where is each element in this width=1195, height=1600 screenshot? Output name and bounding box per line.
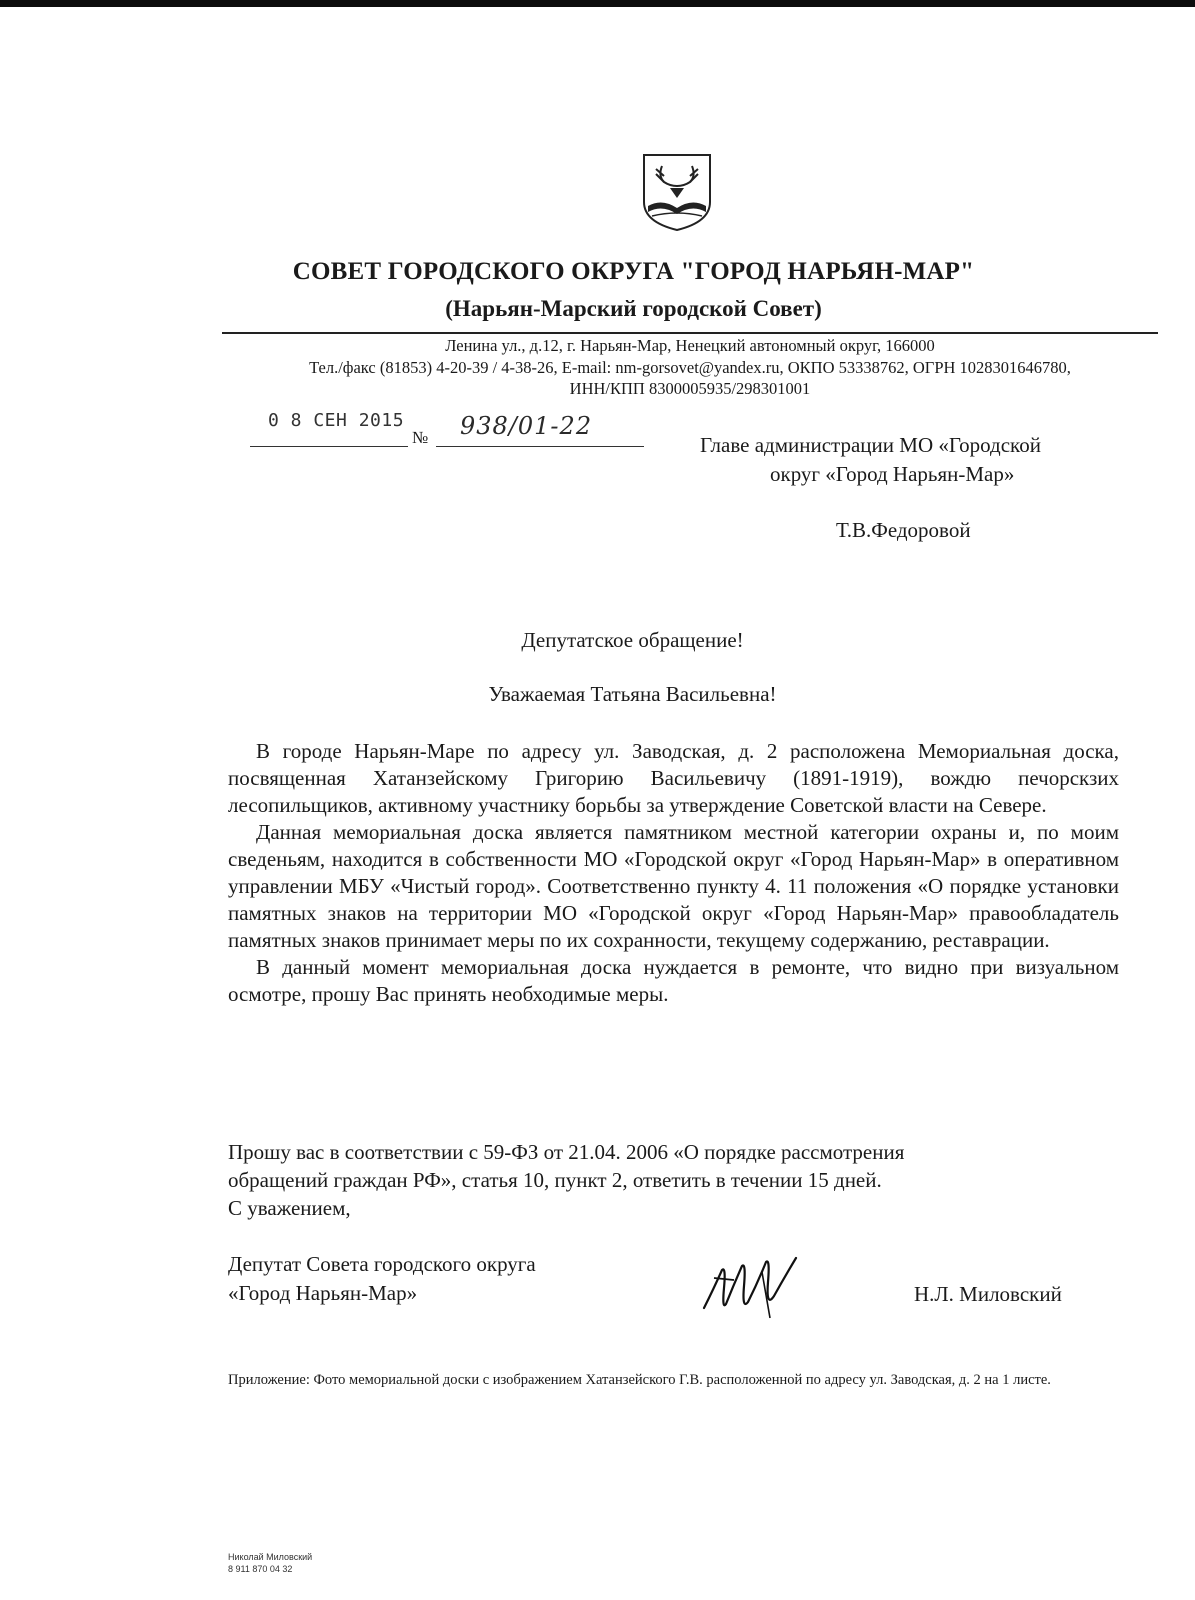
addressee-name: Т.В.Федоровой (836, 518, 971, 542)
header-divider (222, 332, 1158, 334)
request-line: Прошу вас в соответствии с 59-ФЗ от 21.04. 2006 «О порядке рассмотрения (228, 1140, 905, 1164)
org-name: СОВЕТ ГОРОДСКОГО ОКРУГА "ГОРОД НАРЬЯН-МАР" (292, 258, 975, 285)
letter-title: Депутатское обращение! (521, 628, 744, 652)
signer-name: Н.Л. Миловский (914, 1282, 1062, 1306)
date-stamp: 0 8 СЕН 2015 (268, 410, 405, 431)
addressee-line: Главе администрации МО «Городской (700, 433, 1041, 457)
scan-edge (0, 0, 1195, 7)
handwritten-signature (700, 1248, 818, 1328)
signer-position (228, 1250, 536, 1308)
org-subtitle: (Нарьян-Марский городской Совет) (445, 296, 822, 321)
appendix-note: Приложение: Фото мемориальной доски с изображением Хатанзейского Г.В. расположенной по адресу ул. Заводская, д. 2 на 1 листе. (228, 1372, 1051, 1388)
footer-phone: 8 911 870 04 32 (228, 1564, 293, 1574)
address-line: Ленина ул., д.12, г. Нарьян-Мар, Ненецкий автономный округ, 166000 (445, 336, 935, 355)
addressee-line: округ «Город Нарьян-Мар» (770, 462, 1015, 486)
request-block (228, 1138, 1128, 1222)
position-line: Депутат Совета городского округа (228, 1252, 536, 1276)
body-paragraph: В данный момент мемориальная доска нуждается в ремонте, что видно при визуальном осмотре, прошу Вас принять необходимые меры. (228, 955, 1119, 1006)
footer-contact (228, 1551, 312, 1575)
contacts-line: Тел./факс (81853) 4-20-39 / 4-38-26, E-mail: nm-gorsovet@yandex.ru, ОКПО 53338762, ОГРН 1028301646780, (309, 358, 1071, 377)
number-sign: № (412, 428, 429, 447)
date-underline (250, 446, 408, 447)
number-underline (436, 446, 644, 447)
salutation: Уважаемая Татьяна Васильевна! (488, 682, 777, 706)
tax-ids-line: ИНН/КПП 8300005935/298301001 (569, 379, 811, 398)
position-line: «Город Нарьян-Мар» (228, 1281, 418, 1305)
closing: С уважением, (228, 1196, 351, 1220)
request-line: обращений граждан РФ», статья 10, пункт 2, ответить в течении 15 дней. (228, 1168, 882, 1192)
letter-body (228, 738, 1119, 1008)
footer-author: Николай Миловский (228, 1552, 313, 1562)
body-paragraph: В городе Нарьян-Маре по адресу ул. Заводская, д. 2 расположена Мемориальная доска, посвященная Хатанзейскому Григорию Васильевичу (1891-1919), вождю печорскзих лесопильщиков, активному участнику борьбы за утверждение Советской власти на Севере. (228, 739, 1119, 817)
registration-number: 938/01-22 (460, 412, 593, 440)
body-paragraph: Данная мемориальная доска является памятником местной категории охраны и, по моим сведеньям, находится в собственности МО «Городской округ «Город Нарьян-Мар» в оперативном управлении МБУ «Чистый город». Соответственно пункту 4. 11 положения «О порядке установки памятных знаков на территории МО «Городской округ «Город Нарьян-Мар» правообладатель памятных знаков принимает меры по их сохранности, текущему содержанию, реставрации. (228, 820, 1119, 952)
coat-of-arms-icon (640, 152, 714, 232)
